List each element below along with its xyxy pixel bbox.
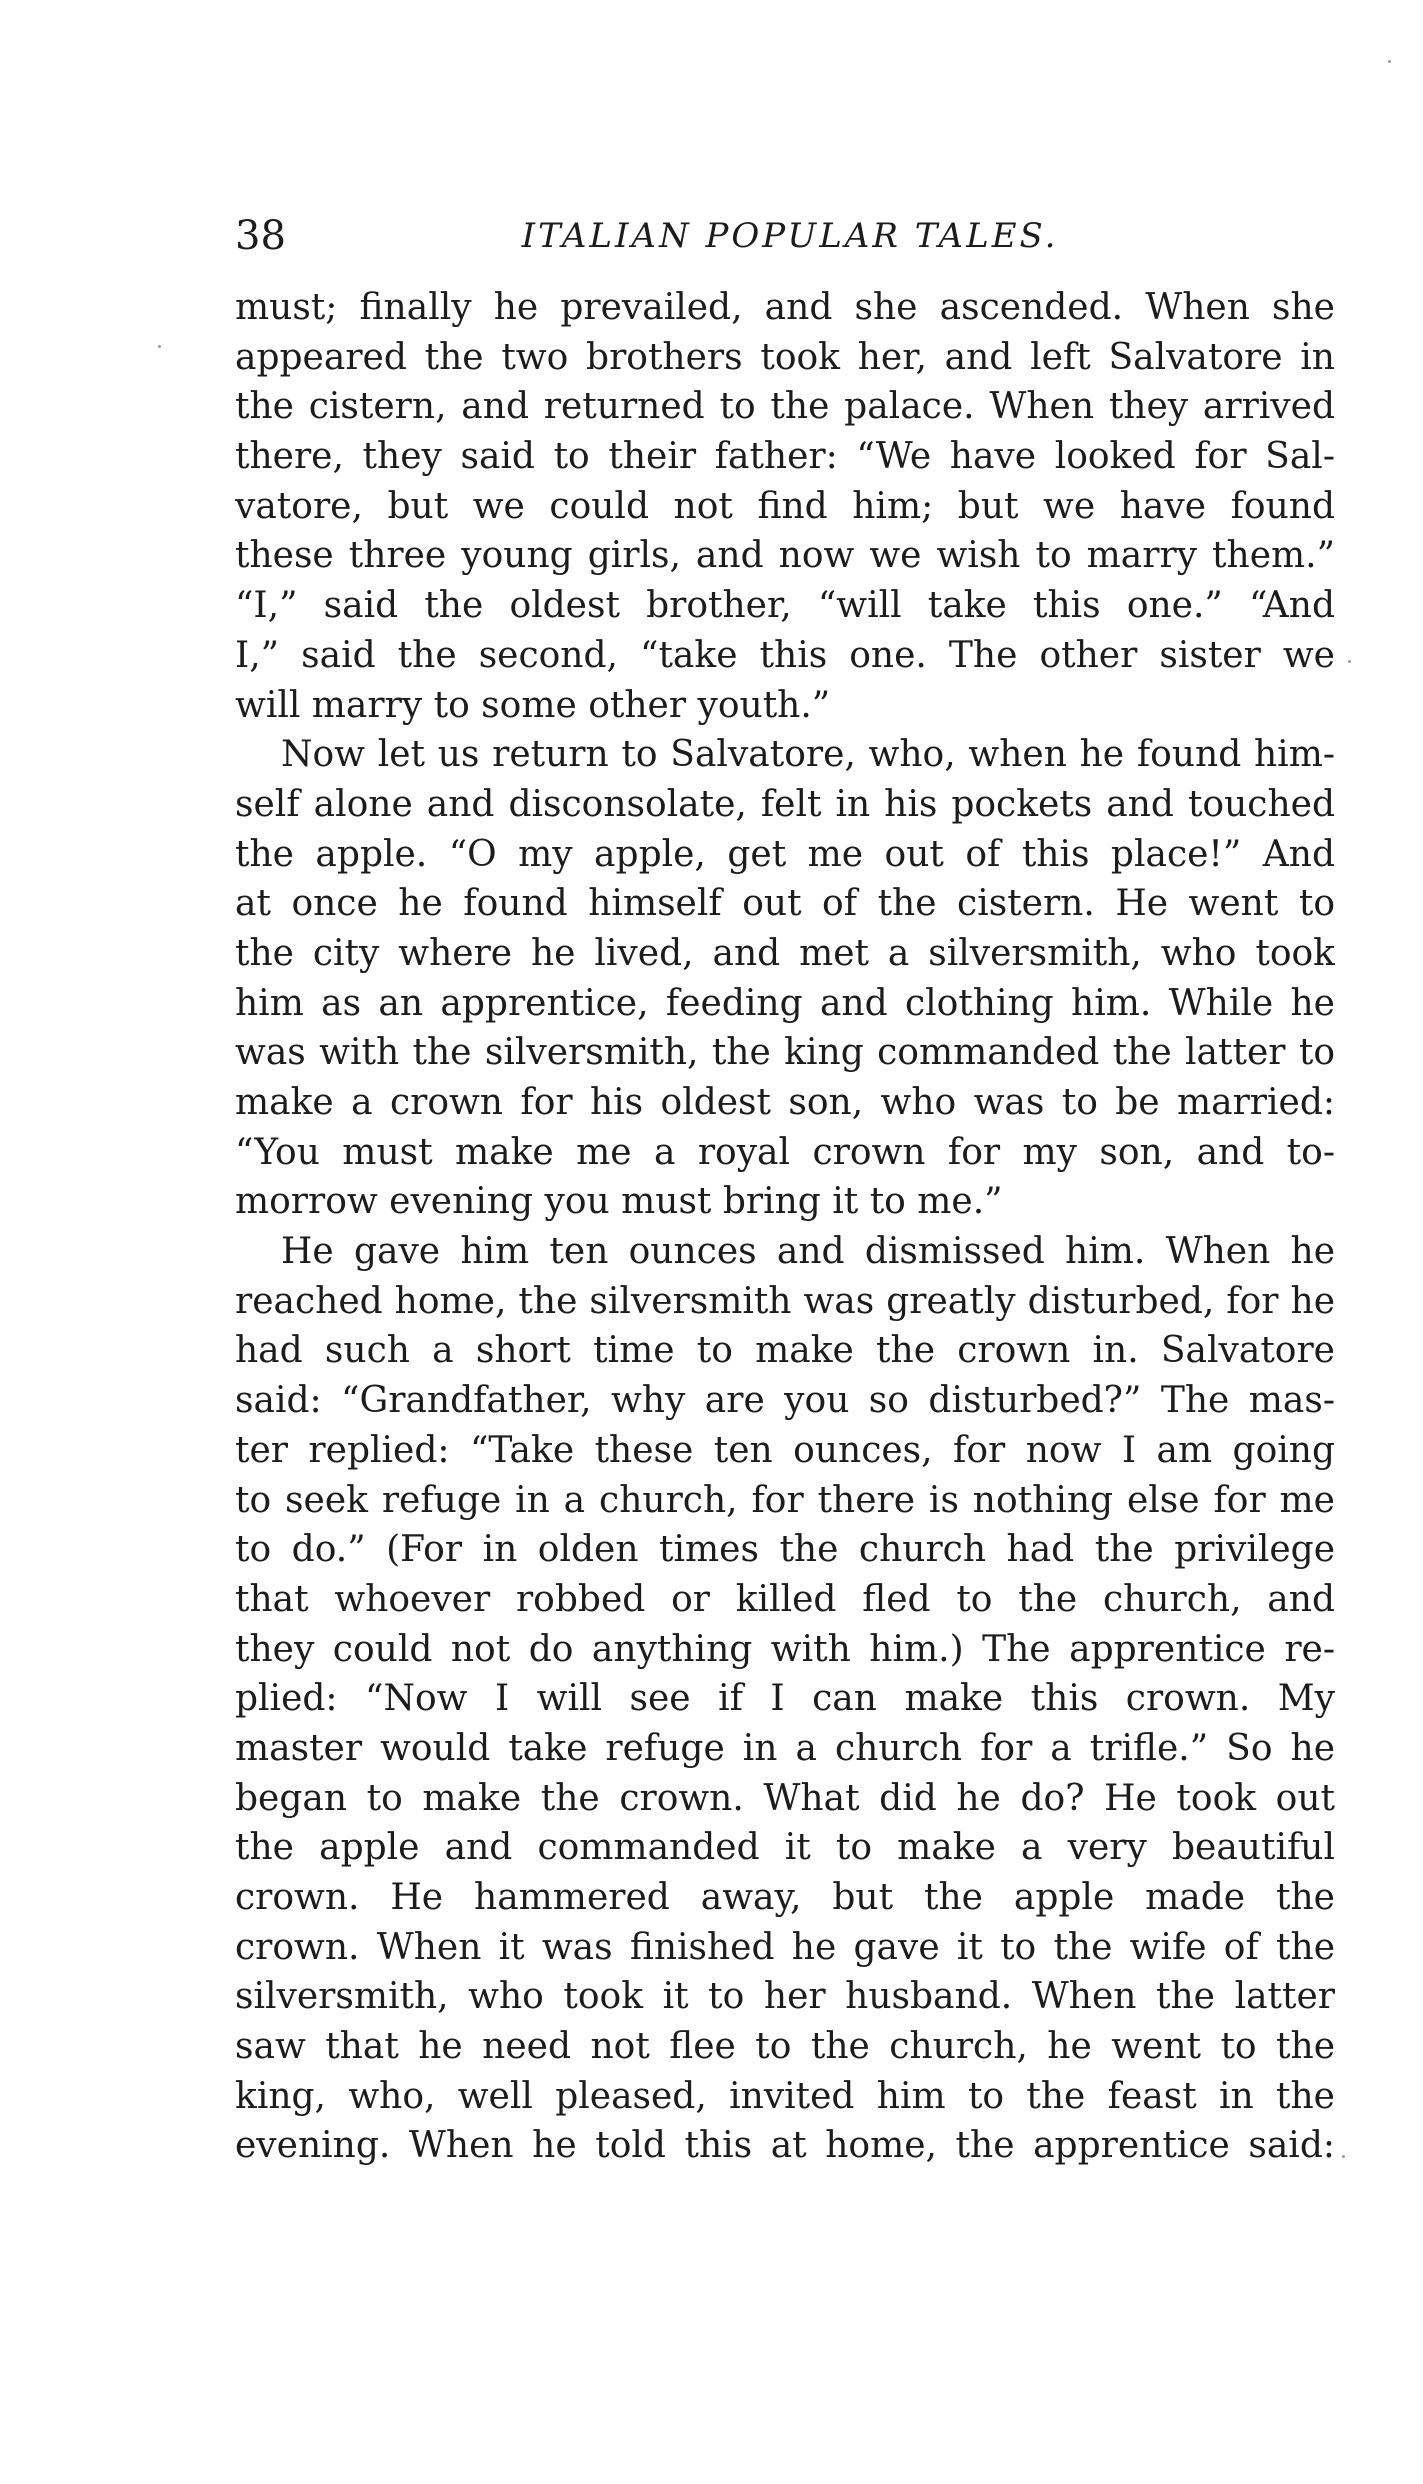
text-line: to do.” (For in olden times the church had the privilege [235,1529,1335,1571]
page-number: 38 [235,213,286,259]
text-line: crown. He hammered away, but the apple made the [235,1877,1335,1918]
text-line: to seek refuge in a church, for there is nothing else for me [235,1479,1335,1521]
paper-speck [1388,60,1391,63]
text-line: began to make the crown. What did he do? He took out [235,1777,1335,1819]
body-text [235,283,1335,2171]
running-head [235,208,1345,264]
text-line: silversmith, who took it to her husband. When the latter [235,1976,1335,2018]
text-line: that whoever robbed or killed fled to the church, and [235,1578,1335,1620]
text-line: the city where he lived, and met a silversmith, who took [235,932,1335,974]
text-line: the cistern, and returned to the palace. When they arrived [235,386,1335,428]
text-line: had such a short time to make the crown in. Salvatore [235,1330,1335,1372]
text-line: the apple. “O my apple, get me out of this place!” And [235,833,1335,875]
paper-speck [1342,2155,1345,2158]
text-line: crown. When it was finished he gave it to the wife of the [235,1926,1335,1968]
text-line: “I,” said the oldest brother, “will take this one.” “And [235,585,1335,627]
text-line: evening. When he told this at home, the apprentice said: [235,2125,1335,2167]
text-line: the apple and commanded it to make a very beautiful [235,1827,1335,1869]
paper-speck [1348,660,1351,663]
text-line: will marry to some other youth.” [235,684,831,726]
paper-speck [158,345,161,348]
text-line: make a crown for his oldest son, who was to be married: [235,1082,1335,1123]
text-line: these three young girls, and now we wish to marry them.” [235,535,1335,577]
text-line: said: “Grandfather, why are you so disturbed?” The mas- [235,1380,1335,1422]
text-line: they could not do anything with him.) The apprentice re- [235,1628,1335,1670]
text-line: vatore, but we could not find him; but we have found [235,485,1335,527]
text-line: at once he found himself out of the cistern. He went to [235,883,1335,925]
text-line: him as an apprentice, feeding and clothing him. While he [235,982,1335,1024]
text-line: appeared the two brothers took her, and left Salvatore in [235,336,1335,378]
text-line: “You must make me a royal crown for my son, and to- [235,1131,1335,1173]
text-line: master would take refuge in a church for a trifle.” So he [235,1727,1335,1769]
running-title: ITALIAN POPULAR TALES. [521,216,1059,256]
text-line: saw that he need not flee to the church, he went to the [235,2026,1335,2068]
text-line: morrow evening you must bring it to me.” [235,1181,1003,1223]
text-line: reached home, the silversmith was greatly disturbed, for he [235,1280,1335,1322]
text-line: must; finally he prevailed, and she ascended. When she [235,287,1335,328]
text-line: king, who, well pleased, invited him to the feast in the [235,2075,1335,2117]
text-line: was with the silversmith, the king commanded the latter to [235,1032,1335,1074]
text-line: He gave him ten ounces and dismissed him. When he [281,1231,1335,1273]
text-line: Now let us return to Salvatore, who, when he found him- [281,734,1335,776]
text-line: there, they said to their father: “We have looked for Sal- [235,436,1335,478]
text-line: I,” said the second, “take this one. The other sister we [235,634,1335,676]
text-line: self alone and disconsolate, felt in his pockets and touched [235,783,1335,825]
text-line: ter replied: “Take these ten ounces, for now I am going [235,1429,1335,1471]
text-line: plied: “Now I will see if I can make this crown. My [235,1678,1335,1720]
